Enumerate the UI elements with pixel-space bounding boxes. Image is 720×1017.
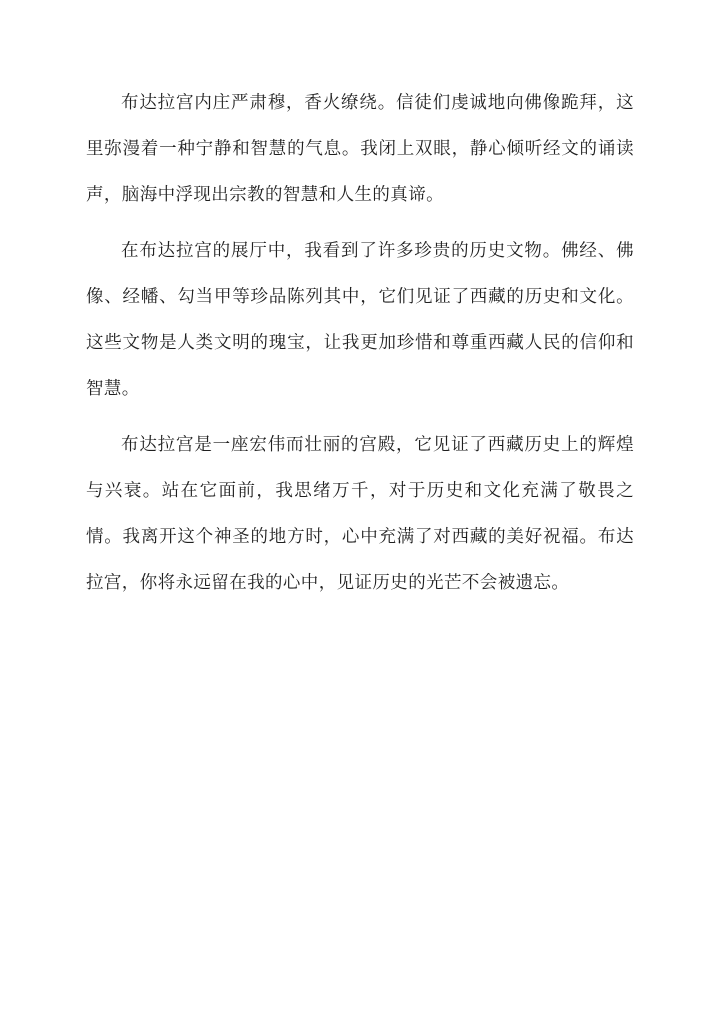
paragraph-1: 布达拉宫内庄严肃穆，香火缭绕。信徒们虔诚地向佛像跪拜，这里弥漫着一种宁静和智慧的气息。我闭上双眼，静心倾听经文的诵读声，脑海中浮现出宗教的智慧和人生的真谛。 [86,93,634,205]
document-body [86,80,634,616]
paragraph-2: 在布达拉宫的展厅中，我看到了许多珍贵的历史文物。佛经、佛像、经幡、勾当甲等珍品陈列其中，它们见证了西藏的历史和文化。这些文物是人类文明的瑰宝，让我更加珍惜和尊重西藏人民的信仰和智慧。 [86,241,634,399]
paragraph-3: 布达拉宫是一座宏伟而壮丽的宫殿，它见证了西藏历史上的辉煌与兴衰。站在它面前，我思绪万千，对于历史和文化充满了敬畏之情。我离开这个神圣的地方时，心中充满了对西藏的美好祝福。布达拉宫，你将永远留在我的心中，见证历史的光芒不会被遗忘。 [86,435,634,593]
